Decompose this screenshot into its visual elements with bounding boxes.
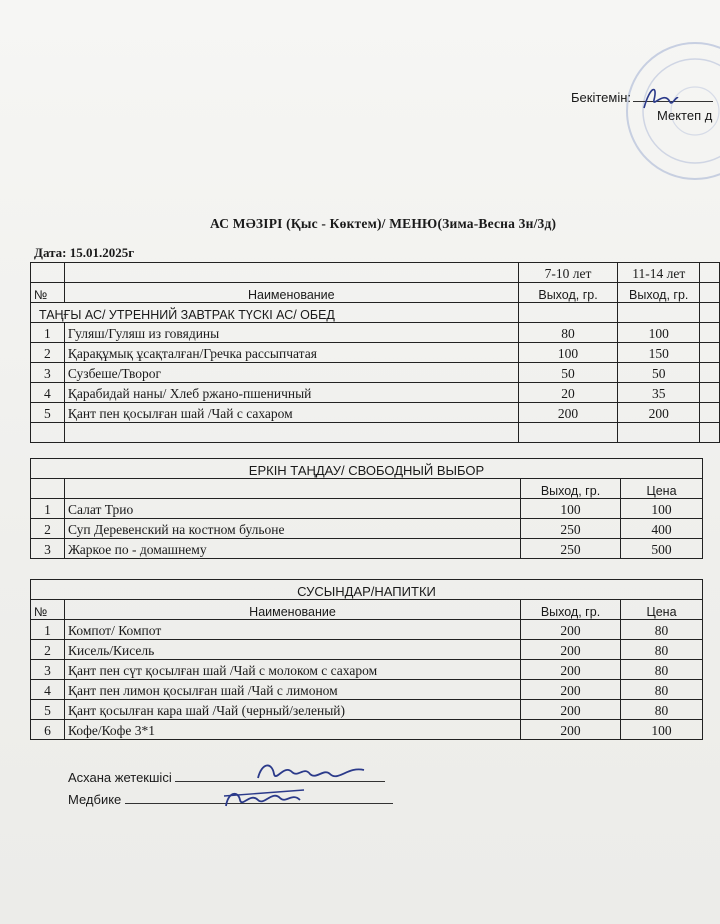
meal-section-title: ТАҢҒЫ АС/ УТРЕННИЙ ЗАВТРАК ТҮСКІ АС/ ОБЕД xyxy=(31,303,519,323)
table-row: 3 Жаркое по - домашнему 250 500 xyxy=(31,539,703,559)
page-title: АС МӘЗІРІ (Қыс - Көктем)/ МЕНЮ(Зима-Весна 3н/3д) xyxy=(210,216,557,231)
table-row: 5 Қант пен қосылған шай /Чай с сахаром 200 200 xyxy=(31,403,720,423)
table-row: 5 Қант қосылған кара шай /Чай (черный/зеленый) 200 80 xyxy=(31,700,703,720)
free-col-output-header: Выход, гр. xyxy=(521,479,621,499)
col-output-header-2: Выход, гр. xyxy=(618,283,700,303)
free-col-price-header: Цена xyxy=(621,479,703,499)
nurse-label: Медбике xyxy=(68,792,122,807)
table-row: 1 Компот/ Компот 200 80 xyxy=(31,620,703,640)
free-choice-title: ЕРКІН ТАҢДАУ/ СВОБОДНЫЙ ВЫБОР xyxy=(31,459,703,479)
col-no-header: № xyxy=(31,283,65,303)
table-row: 1 Салат Трио 100 100 xyxy=(31,499,703,519)
drinks-col-output-header: Выход, гр. xyxy=(521,600,621,620)
drinks-col-price-header: Цена xyxy=(621,600,703,620)
table-row: 2 Қарақұмық ұсақталған/Гречка рассыпчатая 100 150 xyxy=(31,343,720,363)
table-row: 2 Кисель/Кисель 200 80 xyxy=(31,640,703,660)
approval-label: Бекітемін: xyxy=(571,90,631,105)
col-name-header: Наименование xyxy=(64,283,518,303)
chef-label: Асхана жетекшісі xyxy=(68,770,172,785)
free-choice-table xyxy=(30,458,703,559)
drinks-col-name-header: Наименование xyxy=(65,600,521,620)
main-menu-table xyxy=(30,262,720,443)
table-row: 4 Қант пен лимон қосылған шай /Чай с лимоном 200 80 xyxy=(31,680,703,700)
table-row: 6 Кофе/Кофе 3*1 200 100 xyxy=(31,720,703,740)
drinks-col-no-header: № xyxy=(31,600,65,620)
menu-date: Дата: 15.01.2025г xyxy=(34,245,135,260)
table-row-empty xyxy=(31,423,720,443)
table-row: 1 Гуляш/Гуляш из говядины 80 100 xyxy=(31,323,720,343)
age-group-1: 7-10 лет xyxy=(518,263,618,283)
drinks-table xyxy=(30,579,703,740)
drinks-title: СУСЫНДАР/НАПИТКИ xyxy=(31,580,703,600)
handwritten-signatures xyxy=(188,756,388,816)
age-group-2: 11-14 лет xyxy=(618,263,700,283)
col-output-header-1: Выход, гр. xyxy=(518,283,618,303)
table-row: 2 Суп Деревенский на костном бульоне 250 400 xyxy=(31,519,703,539)
approval-position: Мектеп д xyxy=(657,108,713,123)
table-row: 3 Қант пен сүт қосылған шай /Чай с молоком с сахаром 200 80 xyxy=(31,660,703,680)
table-row: 4 Қарабидай наны/ Хлеб ржано-пшеничный 20 35 xyxy=(31,383,720,403)
table-row: 3 Сузбеше/Творог 50 50 xyxy=(31,363,720,383)
